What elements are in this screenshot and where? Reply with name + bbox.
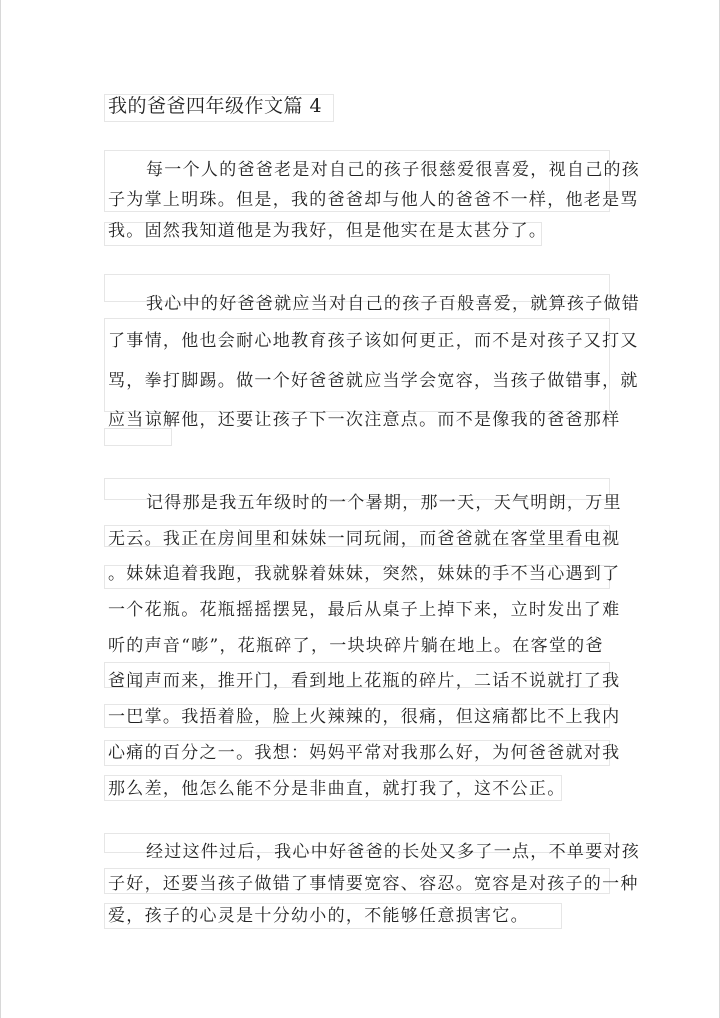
- paragraph-3-line-5: 听的声音“嘭”，花瓶碎了，一块块碎片躺在地上。在客堂的爸: [108, 636, 604, 656]
- paragraph-2-line-1: 我心中的好爸爸就应当对自己的孩子百般喜爱，就算孩子做错: [146, 294, 641, 314]
- paragraph-3-line-4: 一个花瓶。花瓶摇摇摆晃，最后从桌子上掉下来，立时发出了难: [108, 600, 621, 620]
- paragraph-4-line-3: 爱，孩子的心灵是十分幼小的，不能够任意损害它。: [108, 906, 529, 926]
- paragraph-3-line-9: 那么差，他怎么能不分是非曲直，就打我了，这不公正。: [108, 779, 566, 799]
- paragraph-1-line-1: 每一个人的爸爸老是对自己的孩子很慈爱很喜爱，视自己的孩: [146, 160, 641, 180]
- paragraph-4-line-2: 子好，还要当孩子做错了事情要宽容、容忍。宽容是对孩子的一种: [108, 874, 639, 894]
- paragraph-1-line-3: 我。固然我知道他是为我好，但是他实在是太甚分了。: [108, 221, 548, 241]
- paragraph-2-line-4: 应当谅解他，还要让孩子下一次注意点。而不是像我的爸爸那样: [108, 410, 621, 430]
- paragraph-1-line-2: 子为掌上明珠。但是，我的爸爸却与他人的爸爸不一样，他老是骂: [108, 190, 639, 210]
- paragraph-3-line-2: 无云。我正在房间里和妹妹一同玩闹，而爸爸就在客堂里看电视: [108, 529, 621, 549]
- paragraph-3-line-1: 记得那是我五年级时的一个暑期，那一天，天气明朗，万里: [146, 493, 622, 513]
- paragraph-2-line-3: 骂，拳打脚踢。做一个好爸爸就应当学会宽容，当孩子做错事，就: [108, 371, 639, 391]
- paragraph-3-line-7: 一巴掌。我捂着脸，脸上火辣辣的，很痛，但这痛都比不上我内: [108, 707, 621, 727]
- paragraph-3-line-6: 爸闻声而来，推开门，看到地上花瓶的碎片，二话不说就打了我: [108, 671, 621, 691]
- paragraph-3-line-3: 。妹妹追着我跑，我就躲着妹妹，突然，妹妹的手不当心遇到了: [108, 564, 621, 584]
- paragraph-3-line-8: 心痛的百分之一。我想：妈妈平常对我那么好，为何爸爸就对我: [108, 743, 621, 763]
- paragraph-2-line-2: 了事情，他也会耐心地教育孩子该如何更正，而不是对孩子又打又: [108, 331, 639, 351]
- document-title: 我的爸爸四年级作文篇 4: [108, 95, 323, 117]
- paragraph-4-line-1: 经过这件过后，我心中好爸爸的长处又多了一点，不单要对孩: [146, 842, 641, 862]
